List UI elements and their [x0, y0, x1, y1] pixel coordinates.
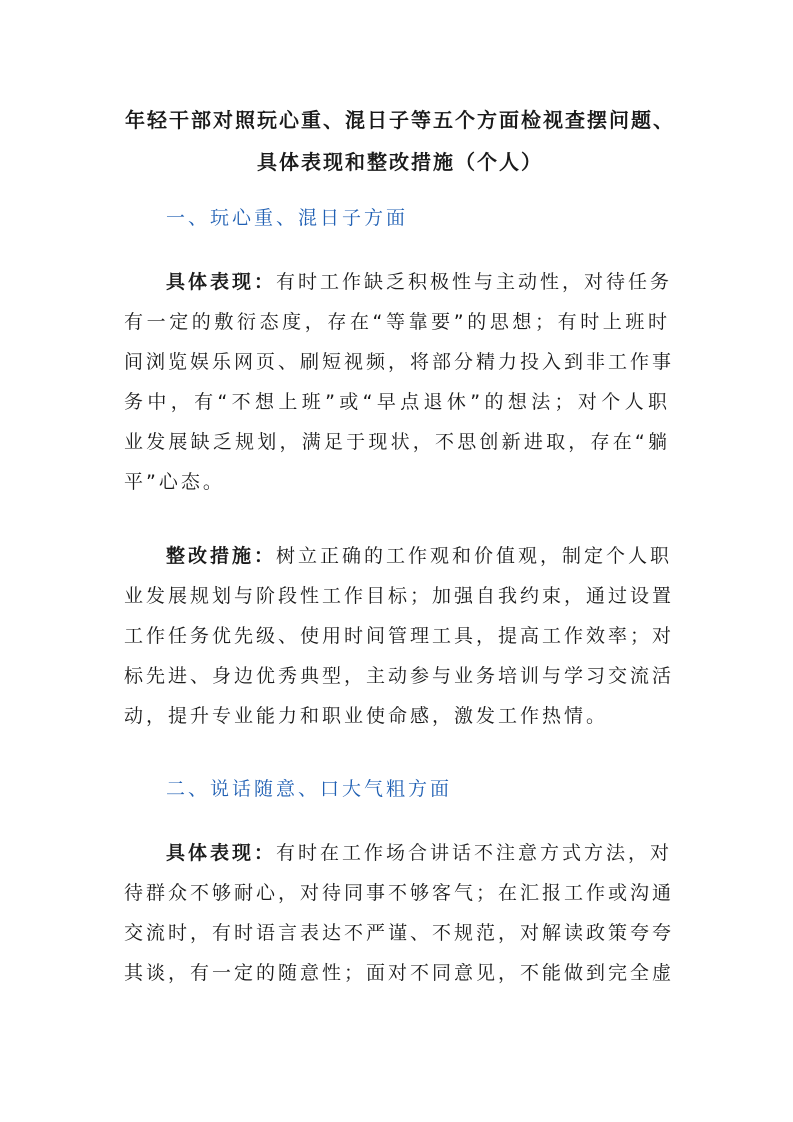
paragraph-text: 有时工作缺乏积极性与主动性，对待任务	[276, 271, 673, 293]
document-title-line-1: 年轻干部对照玩心重、混日子等五个方面检视查摆问题、	[125, 108, 675, 132]
paragraph-line	[166, 267, 673, 294]
paragraph-line: 业发展缺乏规划，满足于现状，不思创新进取，存在“躺	[124, 431, 670, 453]
paragraph-label: 整改措施：	[166, 545, 277, 567]
document-title-line-2: 具体表现和整改措施（个人）	[257, 150, 543, 174]
paragraph-line: 交流时，有时语言表达不严谨、不规范，对解读政策夸夸	[124, 922, 675, 944]
paragraph-line: 业发展规划与阶段性工作目标；加强自我约束，通过设置	[124, 585, 675, 607]
paragraph-line: 间浏览娱乐网页、刷短视频，将部分精力投入到非工作事	[124, 351, 675, 373]
paragraph-label: 具体表现：	[166, 271, 277, 293]
section-heading-2: 二、说话随意、口大气粗方面	[166, 778, 453, 800]
paragraph-text: 树立正确的工作观和价值观，制定个人职	[276, 545, 673, 567]
paragraph-label: 具体表现：	[166, 842, 277, 864]
paragraph-line: 平”心态。	[124, 471, 225, 493]
paragraph-line	[166, 541, 673, 568]
paragraph-line	[166, 838, 673, 865]
paragraph-line: 动，提升专业能力和职业使命感，激发工作热情。	[124, 705, 609, 727]
paragraph-line: 工作任务优先级、使用时间管理工具，提高工作效率；对	[124, 625, 675, 647]
paragraph-line: 待群众不够耐心，对待同事不够客气；在汇报工作或沟通	[124, 882, 675, 904]
section-heading-1: 一、玩心重、混日子方面	[166, 207, 409, 229]
paragraph-line: 务中，有“不想上班”或“早点退休”的想法；对个人职	[124, 391, 670, 413]
paragraph-text: 有时在工作场合讲话不注意方式方法，对	[276, 842, 673, 864]
paragraph-line: 有一定的敷衍态度，存在“等靠要”的思想；有时上班时	[124, 311, 670, 333]
paragraph-line: 其谈，有一定的随意性；面对不同意见，不能做到完全虚	[124, 962, 675, 984]
paragraph-line: 标先进、身边优秀典型，主动参与业务培训与学习交流活	[124, 665, 675, 687]
